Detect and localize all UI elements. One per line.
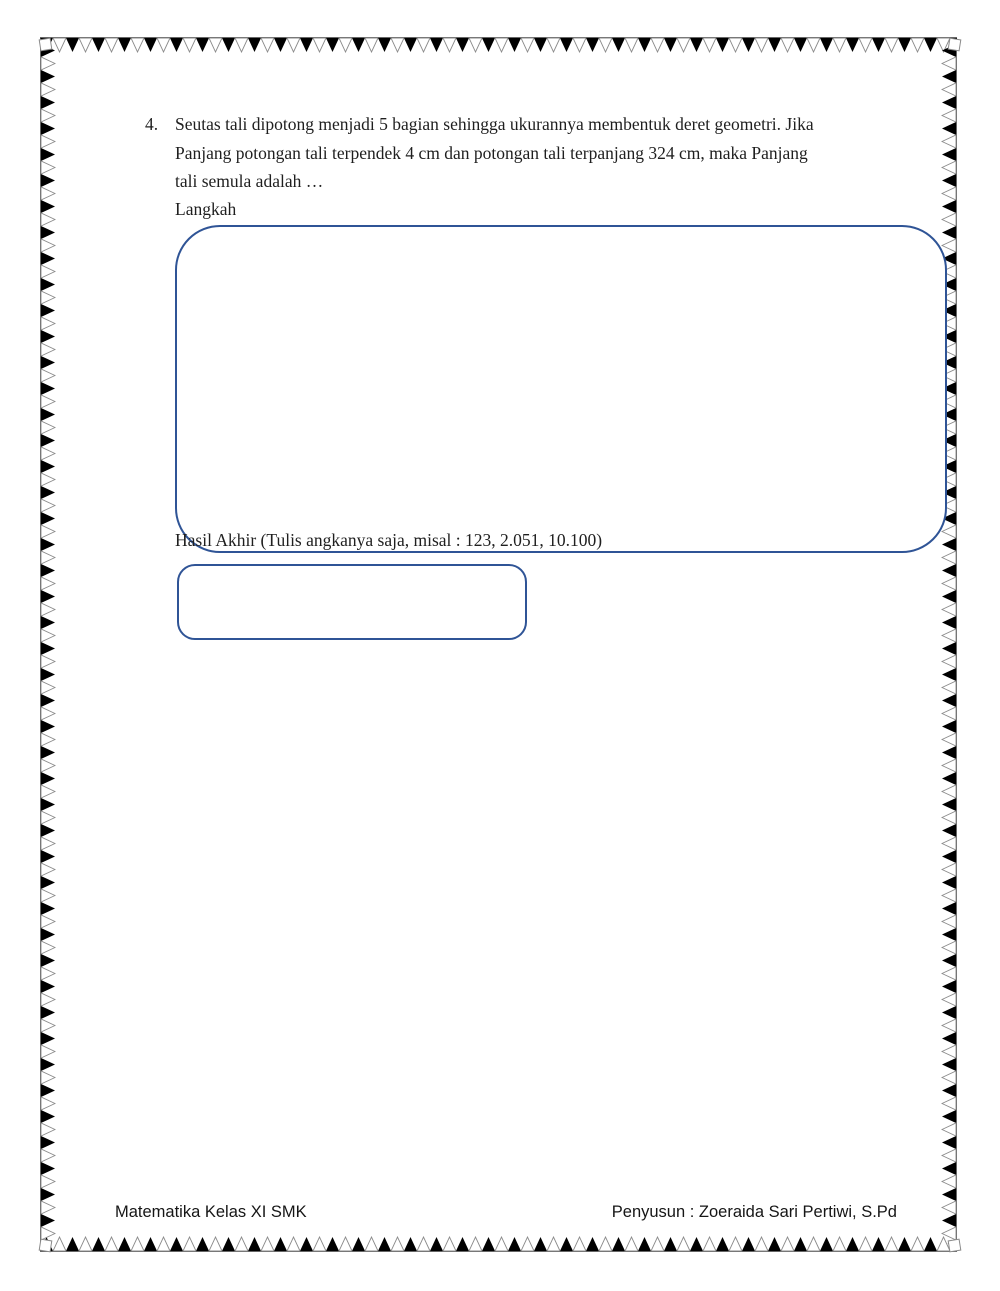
question-number: 4. [145,114,159,134]
steps-label: Langkah [175,199,237,219]
steps-answer-input[interactable] [175,225,947,553]
footer-author-label: Penyusun : Zoeraida Sari Pertiwi, S.Pd [611,1203,897,1221]
question-text [175,110,890,196]
border-left-zigzag [39,44,56,1244]
border-top-zigzag [40,36,957,53]
footer-course-label: Matematika Kelas XI SMK [115,1203,307,1221]
question-line-1: Seutas tali dipotong menjadi 5 bagian sehingga ukurannya membentuk deret geometri. Jika [175,114,814,134]
border-right-zigzag [941,44,958,1244]
final-answer-input[interactable] [177,564,527,640]
question-line-2: Panjang potongan tali terpendek 4 cm dan potongan tali terpanjang 324 cm, maka Panjang [175,142,808,163]
question-line-3: tali semula adalah … [175,171,324,191]
final-answer-label: Hasil Akhir (Tulis angkanya saja, misal : 123, 2.051, 10.100) [175,530,603,550]
border-bottom-zigzag [40,1236,957,1253]
question-block [145,110,890,196]
